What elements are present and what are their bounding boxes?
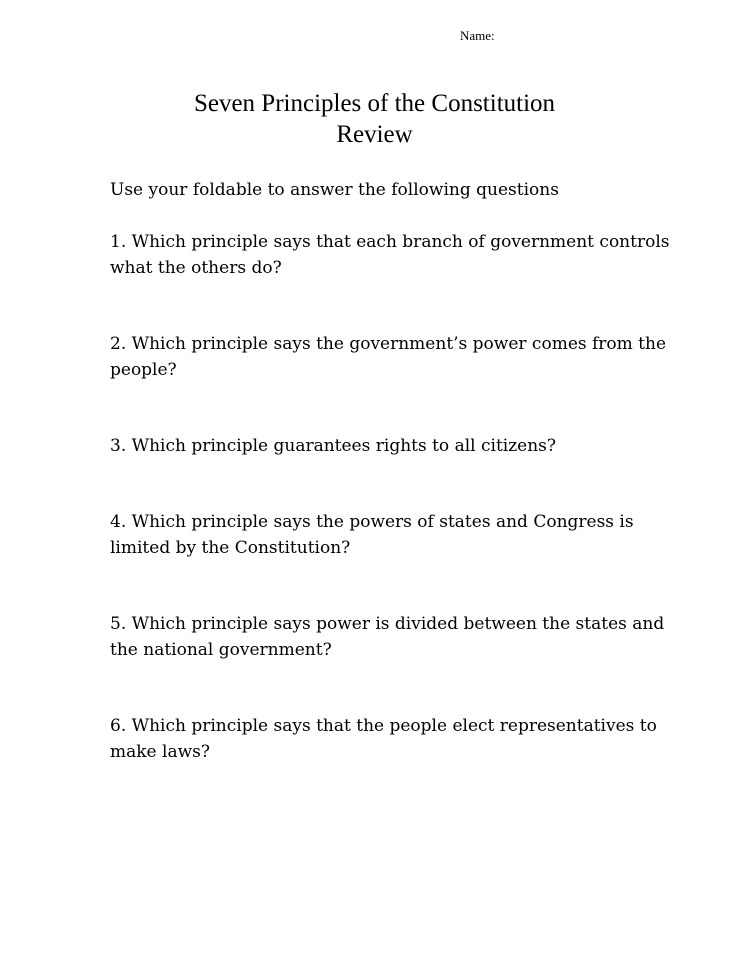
question-1: 1. Which principle says that each branch of government controls what the others do?	[110, 232, 670, 278]
question-2: 2. Which principle says the government’s power comes from the people?	[110, 334, 667, 380]
question-3: 3. Which principle guarantees rights to all citizens?	[110, 436, 557, 456]
instructions-text: Use your foldable to answer the following questions	[110, 180, 559, 200]
question-6: 6. Which principle says that the people elect representatives to make laws?	[110, 716, 657, 762]
page-title	[0, 88, 749, 150]
question-5: 5. Which principle says power is divided between the states and the national government?	[110, 614, 665, 660]
name-label: Name:	[460, 28, 495, 43]
title-line-2: Review	[336, 121, 413, 148]
title-line-1: Seven Principles of the Constitution	[193, 90, 556, 117]
question-4: 4. Which principle says the powers of states and Congress is limited by the Constitution?	[110, 512, 634, 558]
